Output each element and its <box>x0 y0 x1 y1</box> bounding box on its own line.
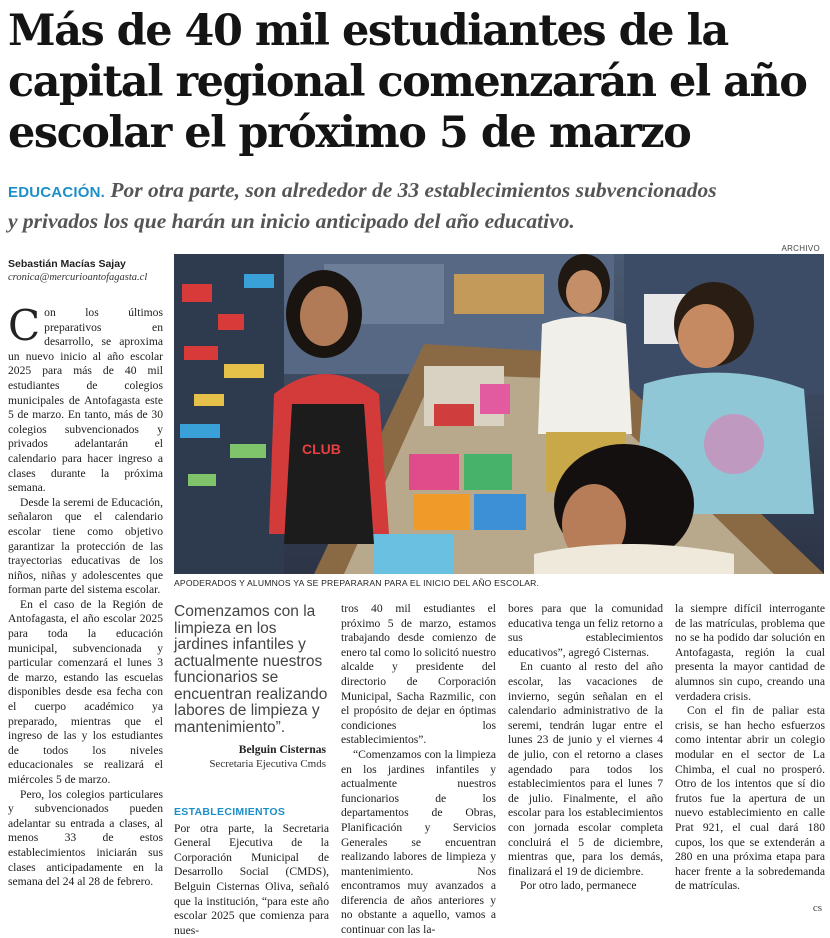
drop-cap: C <box>8 301 41 350</box>
article-paragraph: Con los últimos preparativos en desarrollo, se aproxima un nuevo inicio al año escolar 2025 para más de 40 mil estudiantes de colegios municipales de Antofagasta este 5 de marzo. En tanto, más de 30 colegios subvencionados y privados adelantarán el calendario para hacer ingreso a clases durante la próxima semana. <box>8 301 163 495</box>
pull-quote-attribution <box>174 744 326 770</box>
article-column-2 <box>174 805 329 938</box>
article-column-4 <box>508 602 663 894</box>
deck-line-1 <box>8 176 823 207</box>
end-mark: cs <box>812 902 822 914</box>
pull-quote: Comenzamos con la limpieza en los jardines infantiles y actualmente nuestros funcionarios se encuentran realizando labores de limpieza y mantenimiento”. <box>174 603 328 736</box>
byline <box>8 258 168 283</box>
article-paragraph: tros 40 mil estudiantes el próximo 5 de marzo, estamos trabajando desde comienzo de enero tal como lo solicitó nuestro alcalde y presidente del directorio de Corporación Municipal, Sacha Razmilic, con el propósito de dejar en óptimas condiciones los establecimientos”. <box>341 602 496 747</box>
article-paragraph: bores para que la comunidad educativa tenga un feliz retorno a sus establecimientos educativos”, agregó Cisternas. <box>508 602 663 659</box>
article-column-5 <box>675 602 825 894</box>
headline-line-2: capital regional comenzarán el año <box>8 57 807 107</box>
deck <box>8 176 823 235</box>
apron-text: CLUB <box>302 441 341 457</box>
article-paragraph: la siempre difícil interrogante de las matrículas, problema que no se ha podido dar solución en Antofagasta, región la cual presenta la mayor cantidad de alumnos sin cupo, creando una verdadera crisis. <box>675 602 825 703</box>
quote-author-role: Secretaria Ejecutiva Cmds <box>209 758 326 770</box>
article-paragraph: Por otro lado, permanece <box>520 879 637 893</box>
quote-author-name: Belguin Cisternas <box>238 744 326 756</box>
deck-text-1: Por otra parte, son alrededor de 33 establecimientos subvencionados <box>110 178 717 202</box>
byline-email[interactable]: cronica@mercurioantofagasta.cl <box>8 272 148 283</box>
article-paragraph: En cuanto al resto del año escolar, las vacaciones de invierno, según señalan en el calendario administrativo de la seremi, tendrán lugar entre el lunes 23 de junio y el viernes 4 de julio, con el retorno a clases agendado para todos los establecimientos para el lunes 7 de julio. Finalmente, el año escolar para los establecimientos con jornada escolar completa concluirá el 5 de diciembre, mientras que, para los demás, finalizará el 19 de diciembre. <box>508 660 663 878</box>
section-label: EDUCACIÓN. <box>8 184 106 201</box>
article-paragraph: Desde la seremi de Educación, señalaron que el calendario escolar tiene como objetivo garantizar la protección de las trayectorias educativas de los niños, niñas y adolescentes que forman parte del sistema escolar. <box>8 495 163 597</box>
article-column-1 <box>8 301 163 890</box>
article-photo <box>174 254 824 574</box>
article-paragraph: Pero, los colegios particulares y subvencionados pueden adelantar su entrada a clases, al menos 33 de estos establecimientos iniciarán sus clases anticipadamente en la semana del 24 al 28 de febrero. <box>8 787 163 889</box>
photo-credit: ARCHIVO <box>781 244 820 253</box>
headline <box>8 6 823 159</box>
photo-illustration <box>174 254 824 574</box>
article-column-3 <box>341 602 496 938</box>
article-paragraph: Con el fin de paliar esta crisis, se han hecho esfuerzos como intentar abrir un colegio modular en el sector de La Chimba, el cual no prosperó. Otro de los intentos que sí dio frutos fue la apertura de un nuevo establecimiento en calle Prat 921, el cual dará 180 cupos, los que se extenderán a 280 en una próxima etapa para hacer frente a la sobredemanda de matrículas. <box>675 704 825 893</box>
article-paragraph: Por otra parte, la Secretaria General Ejecutiva de la Corporación Municipal de Desarrollo Social (CMDS), Belguin Cisternas Oliva, señaló que la institución, “para este año escolar 2025 que comienza para nues- <box>174 821 329 937</box>
headline-line-1: Más de 40 mil estudiantes de la <box>8 6 728 56</box>
article-paragraph: “Comenzamos con la limpieza en los jardines infantiles y actualmente nuestros funcionarios de los departamentos de Obras, Planificación y Servicios Generales se encuentran realizando labores de limpieza y mantenimiento. Nos encontramos muy avanzados a diferencia de años anteriores y no obstante a aquello, vamos a continuar con las la- <box>341 747 496 937</box>
photo-caption: APODERADOS Y ALUMNOS YA SE PREPARARAN PARA EL INICIO DEL AÑO ESCOLAR. <box>174 578 540 588</box>
byline-author: Sebastián Macías Sajay <box>8 258 126 270</box>
article-paragraph: En el caso de la Región de Antofagasta, el año escolar 2025 para toda la educación municipal, subvencionada y particular comenzará el lunes 3 de marzo, estando las escuelas disponibles desde esa fecha con el cuerpo académico ya preparado, mientras que el ingreso de las y los estudiantes de todos los niveles educacionales se realizará el miércoles 5 de marzo. <box>8 597 163 786</box>
subhead: ESTABLECIMIENTOS <box>174 806 286 818</box>
deck-line-2: y privados los que harán un inicio anticipado del año educativo. <box>8 209 575 233</box>
headline-line-3: escolar el próximo 5 de marzo <box>8 108 691 158</box>
